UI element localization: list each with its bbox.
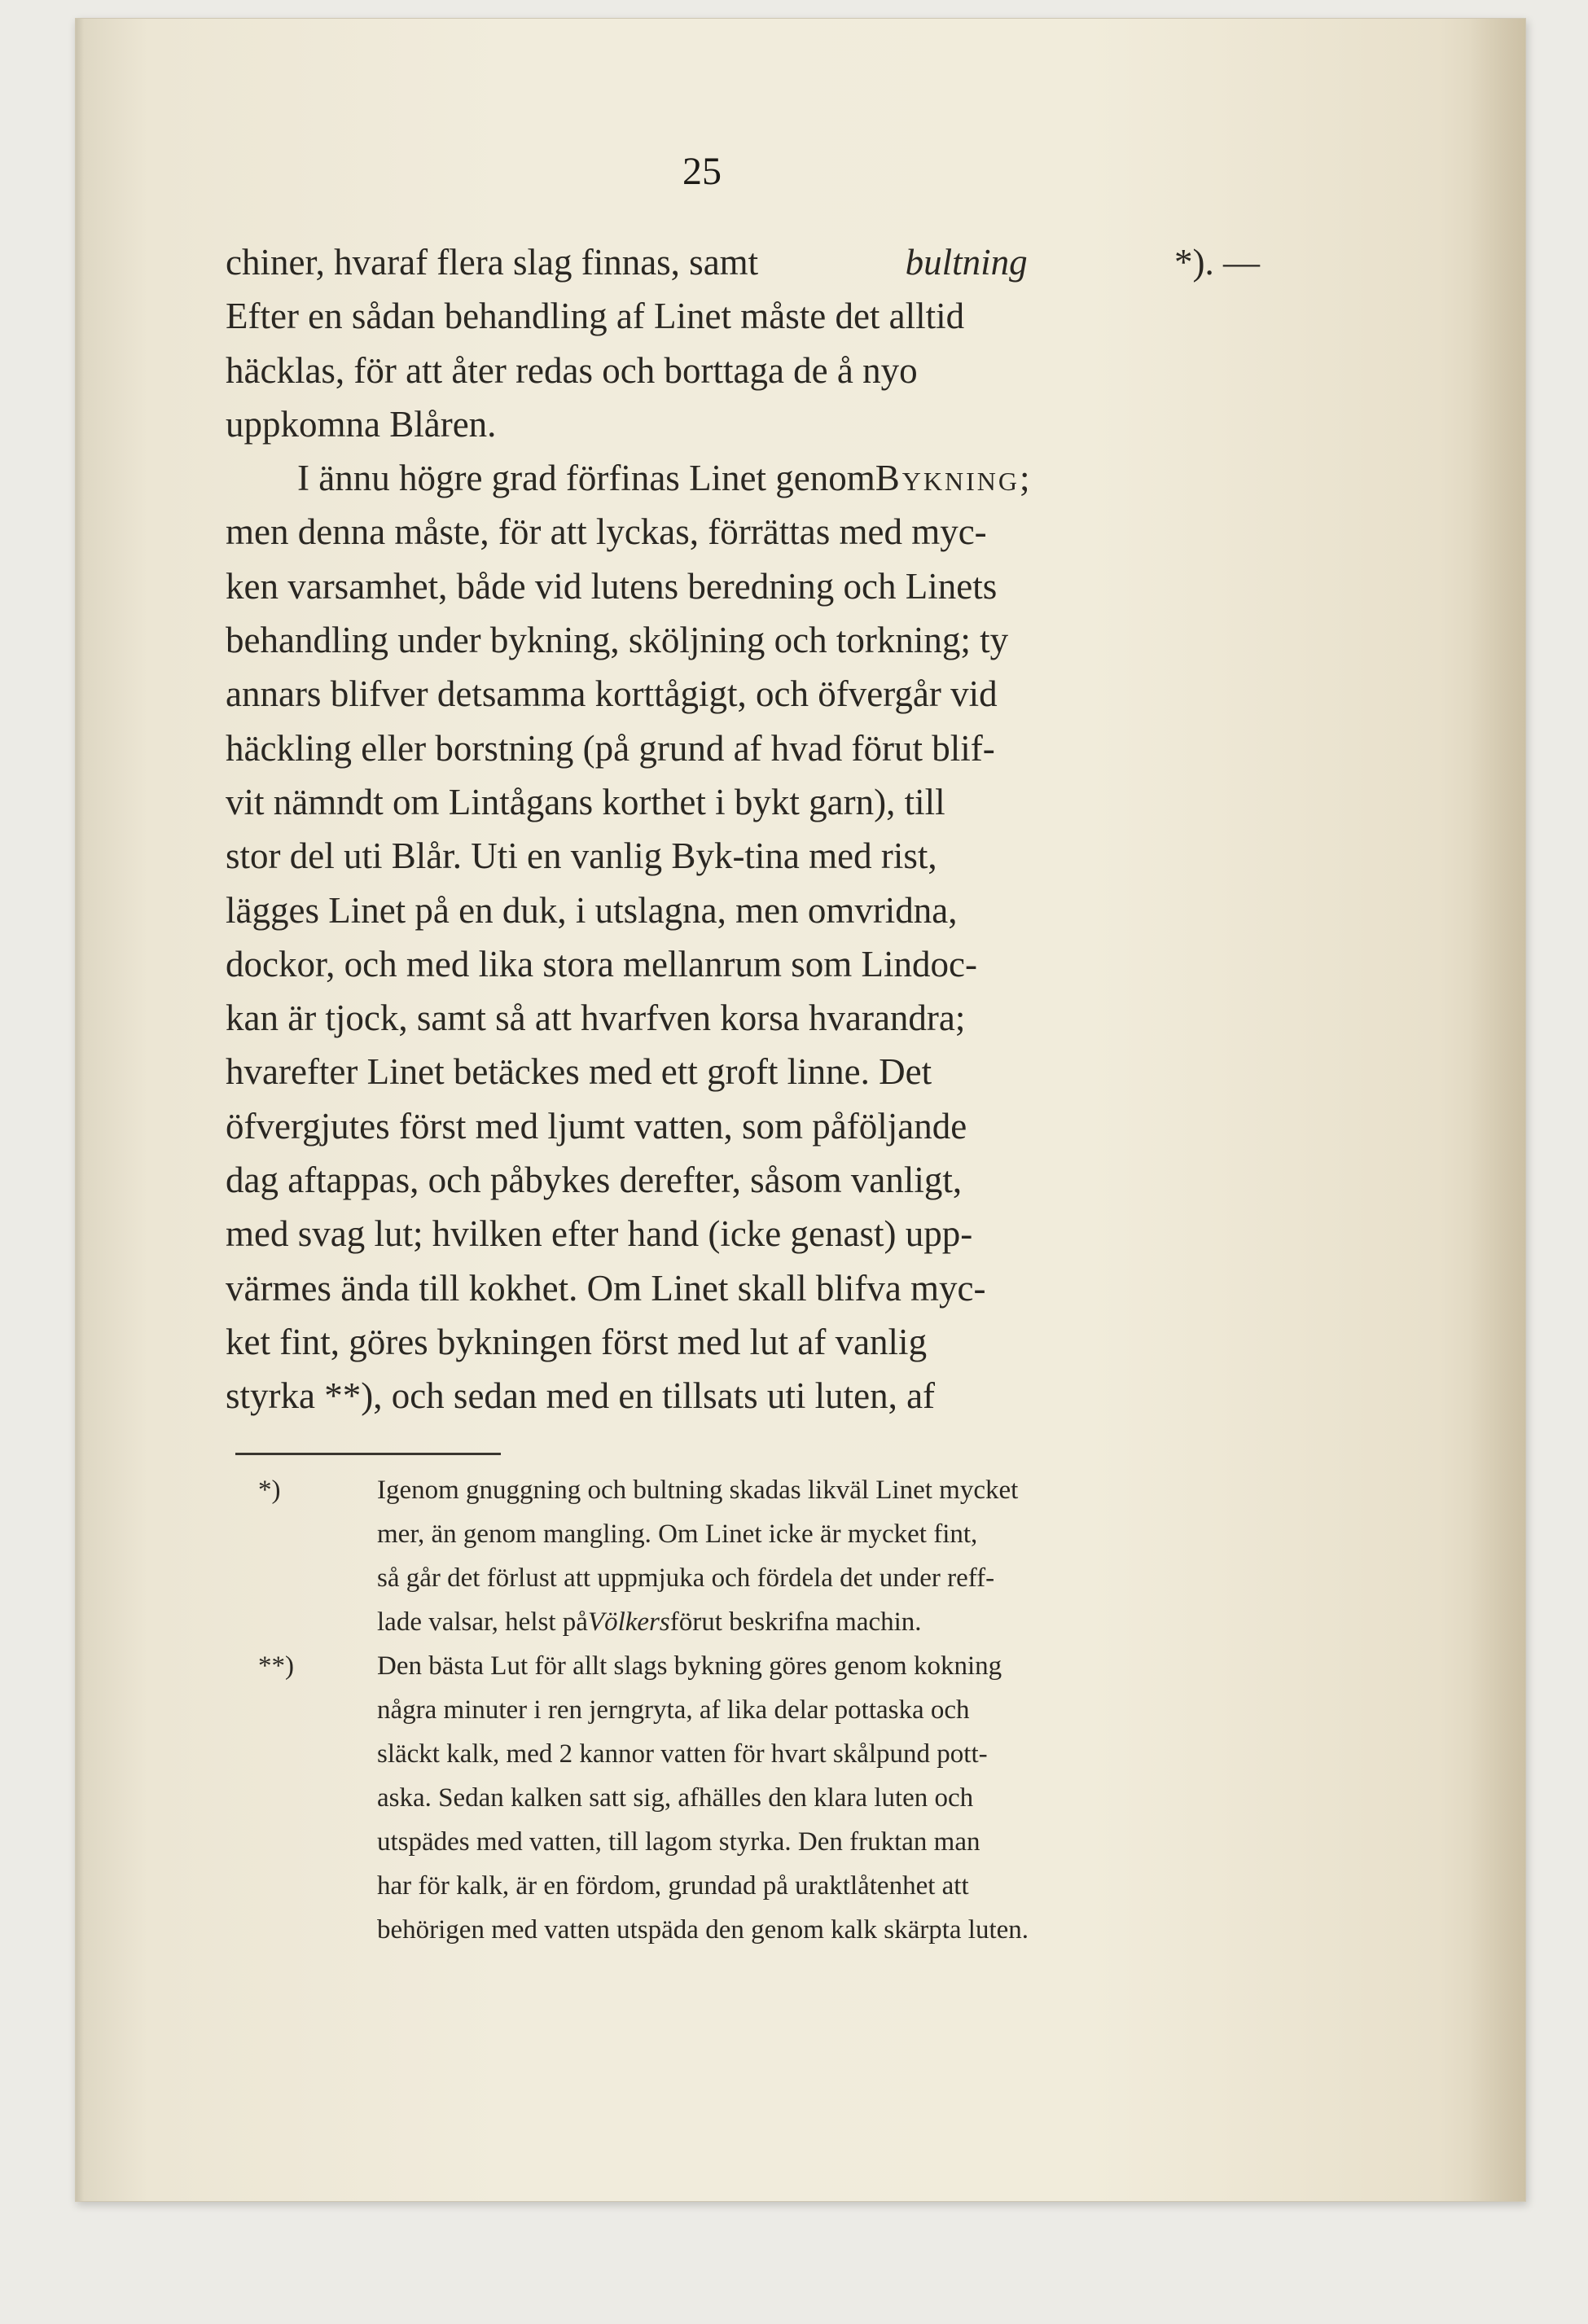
footnote-line (258, 1908, 1268, 1952)
text-segment: dag aftappas, och påbykes derefter, såsom vanligt, (226, 1160, 963, 1201)
italic-term: bultning (905, 242, 1028, 283)
text-segment: behandling under bykning, sköljning och torkning; ty (226, 620, 1009, 661)
text-line (226, 667, 1260, 721)
main-text (226, 235, 1260, 1423)
footnote-line (258, 1688, 1268, 1732)
footnote-mark: *) (258, 1476, 281, 1505)
text-segment: ken varsamhet, både vid lutens beredning och Linets (226, 565, 998, 607)
text-segment: Efter en sådan behandling af Linet måste det alltid (226, 296, 965, 337)
text-segment: behörigen med vatten utspäda den genom kalk skärpta luten. (377, 1915, 1029, 1945)
text-segment: dockor, och med lika stora mellanrum som Lindoc- (226, 943, 977, 984)
footnote-text (377, 1644, 1268, 1688)
text-segment: styrka **), och sedan med en tillsats uti luten, af (226, 1375, 936, 1417)
footnote-line (258, 1468, 1268, 1512)
italic-term: Völkers (587, 1607, 670, 1637)
text-segment: men denna måste, för att lyckas, förrättas med myc- (226, 511, 987, 553)
page-edge-shadow (1468, 19, 1525, 2201)
text-segment: öfvergjutes först med ljumt vatten, som påföljande (226, 1105, 967, 1147)
text-line (226, 721, 1260, 775)
footnote-line (258, 1732, 1268, 1776)
text-segment: I ännu högre grad förfinas Linet genom (297, 458, 875, 499)
footnotes (258, 1468, 1268, 1952)
text-segment: Igenom gnuggning och bultning skadas likväl Linet mycket (377, 1476, 1019, 1505)
text-line (226, 1045, 1260, 1098)
text-line (226, 884, 1260, 937)
text-line (226, 1207, 1260, 1261)
text-segment: vit nämndt om Lintågans korthet i bykt garn), till (226, 781, 945, 822)
footnote-line (258, 1644, 1268, 1688)
paragraph-start-line (226, 451, 1260, 505)
footnote-line (258, 1512, 1268, 1556)
text-segment: *). — (1174, 242, 1260, 283)
footnote-line (258, 1820, 1268, 1864)
page-number: 25 (682, 150, 722, 193)
footnote-line (258, 1556, 1268, 1600)
footnote-line (258, 1864, 1268, 1908)
text-segment: har för kalk, är en fördom, grundad på uraktlåtenhet att (377, 1871, 969, 1901)
text-line (226, 1369, 1260, 1423)
text-segment: hvarefter Linet betäckes med ett groft linne. Det (226, 1051, 932, 1093)
text-segment: Den bästa Lut för allt slags bykning göres genom kokning (377, 1651, 1002, 1681)
text-line (226, 559, 1260, 613)
binding-shadow (76, 19, 84, 2201)
footnote-line (258, 1776, 1268, 1820)
text-line (226, 289, 1260, 343)
text-segment: förut beskrifna machin. (669, 1607, 922, 1637)
text-segment: med svag lut; hvilken efter hand (icke genast) upp- (226, 1213, 973, 1255)
text-line (226, 937, 1260, 991)
text-segment: några minuter i ren jerngryta, af lika delar pottaska och (377, 1695, 970, 1725)
small-caps-term: Bykning (875, 458, 1020, 499)
footnote-line (258, 1600, 1268, 1644)
text-line (226, 344, 1260, 397)
text-segment: lade valsar, helst på (377, 1607, 588, 1637)
text-line (226, 613, 1260, 667)
text-line (226, 235, 1260, 289)
text-segment: ; (1019, 458, 1030, 499)
text-segment: ket fint, göres bykningen först med lut af vanlig (226, 1321, 928, 1362)
text-segment: släckt kalk, med 2 kannor vatten för hvart skålpund pott- (377, 1739, 988, 1769)
text-line (226, 991, 1260, 1045)
text-segment: annars blifver detsamma korttågigt, och öfvergår vid (226, 673, 998, 715)
text-segment: mer, än genom mangling. Om Linet icke är mycket fint, (377, 1519, 978, 1549)
text-line (226, 1261, 1260, 1315)
text-segment: chiner, hvaraf flera slag finnas, samt (226, 242, 759, 283)
text-segment: stor del uti Blår. Uti en vanlig Byk-tina med rist, (226, 835, 937, 877)
text-segment: utspädes med vatten, till lagom styrka. Den fruktan man (377, 1827, 980, 1857)
text-line (226, 775, 1260, 829)
text-line (226, 1315, 1260, 1369)
text-segment: häckling eller borstning (på grund af hvad förut blif- (226, 727, 995, 769)
text-segment: häcklas, för att åter redas och borttaga de å nyo (226, 349, 918, 391)
footnote-divider (235, 1453, 501, 1455)
text-line (226, 1153, 1260, 1207)
text-segment: kan är tjock, samt så att hvarfven korsa hvarandra; (226, 998, 966, 1039)
book-page (75, 18, 1526, 2202)
text-segment: lägges Linet på en duk, i utslagna, men omvridna, (226, 889, 958, 931)
text-segment: värmes ända till kokhet. Om Linet skall blifva myc- (226, 1267, 986, 1309)
text-line (226, 829, 1260, 883)
text-line (226, 1099, 1260, 1153)
text-line (226, 505, 1260, 559)
text-line (226, 397, 1260, 451)
text-segment: så går det förlust att uppmjuka och fördela det under reff- (377, 1563, 995, 1593)
text-segment: uppkomna Blåren. (226, 403, 497, 445)
text-segment: aska. Sedan kalken satt sig, afhälles den klara luten och (377, 1783, 974, 1813)
footnote-text (377, 1468, 1268, 1512)
footnote-mark: **) (258, 1651, 294, 1681)
